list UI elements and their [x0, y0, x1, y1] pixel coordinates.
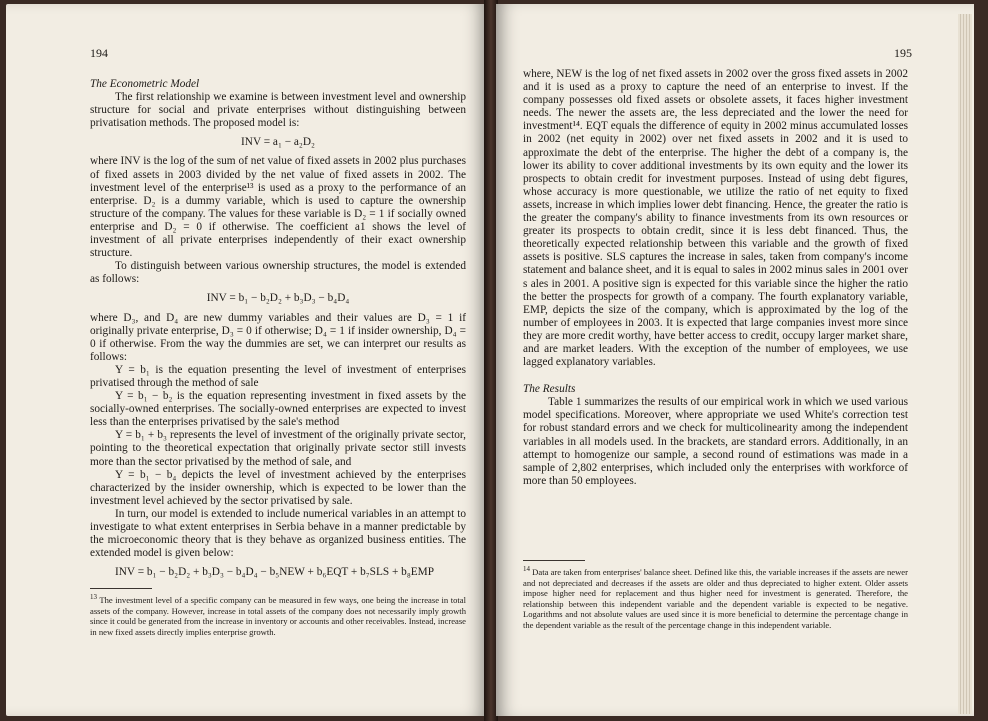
list-item: Y = b₁ + b₃ represents the level of investment of the originally private sector, pointing to the theoretical expectation that originally private sector still invests more than the sector privatised by the method of sale, and — [90, 429, 466, 468]
list-item: Y = b₁ − b₄ depicts the level of investment achieved by the enterprises characterized by the insider ownership, which is expected to be lower than the investment level achieved by the sector privatised by sale. — [90, 468, 466, 507]
left-page — [6, 4, 486, 716]
section-title-econometric-model: The Econometric Model — [90, 78, 200, 90]
equation: INV = b₁ − b₂D₂ + b₃D₃ − b₄D₄ − b₅NEW + b₆EQT + b₇SLS + b₈EMP — [115, 566, 434, 579]
footnote-rule — [90, 588, 152, 589]
paragraph: In turn, our model is extended to include numerical variables in an attempt to investigate to what extent enterprises in Serbia behave in a manner predictable by the microeconomic theory that is they behave as organized business entities. The extended model is given below: — [90, 507, 466, 560]
list-item: Y = b₁ is the equation presenting the level of investment of enterprises privatised through the method of sale — [90, 363, 466, 389]
right-page — [496, 4, 974, 716]
equation: INV = a₁ − a₂D₂ — [241, 136, 315, 149]
footnote-mark: 13 — [90, 593, 97, 602]
footnote — [523, 567, 908, 631]
page-number-right: 195 — [894, 46, 912, 60]
left-footnotes — [90, 588, 466, 637]
paragraph: To distinguish between various ownership structures, the model is extended as follows: — [90, 260, 466, 286]
right-body — [523, 68, 908, 488]
paragraph: The first relationship we examine is between investment level and ownership structure for social and private enterprises without distinguishing between privatisation methods. The proposed model is: — [90, 91, 466, 130]
list-item: Y = b₁ − b₂ is the equation representing investment in fixed assets by the socially-owned enterprises. The socially-owned enterprises are expected to invest less than the enterprises privatised by the sale's method — [90, 390, 466, 429]
footnote-mark: 14 — [523, 565, 530, 574]
footnote-text: Data are taken from enterprises' balance sheet. Defined like this, the variable increases if the assets are newer and not depreciated and decreases if the assets are older and thus depreciated to higher extent. Older assets impose higher need for replacement and thus higher need for investment is generated. Therefore, the relationship between this independent variable and the dependent variable is expected to be negative. Logarithms and not absolute values are used since it is more beneficial to determine the percentage change in the dependent variable as the result of the percentage change in this independent variable. — [523, 567, 908, 630]
section-title-results: The Results — [523, 383, 576, 396]
paragraph: where D₃, and D₄ are new dummy variables and their values are D₃ = 1 if originally private enterprise, D₃ = 0 if otherwise; D₄ = 1 if insider ownership, D₄ = 0 if otherwise. From the way the dummies are set, we can interpret our results as follows: — [90, 311, 466, 363]
footnote-text: The investment level of a specific company can be measured in few ways, one being the increase in total assets of the company. However, increase in total assets of the company does not necessarily imply growth since it could be generated from the increase in inventory or accounts and other receivables. Instead, increase in new fixed assets directly implies enterprise growth. — [90, 595, 466, 637]
footnote-rule — [523, 560, 585, 561]
paragraph: Table 1 summarizes the results of our empirical work in which we used various model specifications. Moreover, where appropriate we used White's correction test for robust standard errors and we check for multicolinearity among the independent variables in all models used. In the brackets, are standard errors. Additionally, in an attempt to homogenize our sample, a second round of estimations was made in a sample of 2,802 enterprises, which included only the enterprises with workforce of more than 50 employees. — [523, 396, 908, 487]
equation: INV = b₁ − b₂D₂ + b₃D₃ − b₄D₄ — [206, 292, 350, 305]
paragraph: where INV is the log of the sum of net value of fixed assets in 2002 plus purchases of fixed assets in 2003 divided by the net value of fixed assets in 2002. The investment level of the enterprise¹³ is used as a proxy to the performance of an enterprise. D₂ is a dummy variable, which is used to capture the ownership structure of the company. The values for these variable is D₂ = 1 if socially owned enterprise and D₂ = 0 if otherwise. The coefficient a1 shows the level of investment of all private enterprises independently of their exact ownership structure. — [90, 155, 466, 260]
footnote — [90, 595, 466, 637]
paragraph: where, NEW is the log of net fixed assets in 2002 over the gross fixed assets in 2002 and it is used as a proxy to capture the need of an enterprise to invest. If the company possesses old fixed assets or obsolete assets, it faces higher investment needs. The newer the assets are, the less depreciated and the lower the need for investment¹⁴. EQT equals the difference of equity in 2002 minus accumulated losses in 2002 (net equity in 2002) over net fixed assets in 2002 and it is used to approximate the debt of the enterprise. The higher the debt of a company is, the lower its ability to cover additional investments by its own equity and the lower its prospects to obtain credit for investment purposes. Instead of using debt figures, whose accuracy is more questionable, we utilize the ratio of net equity to fixed assets, increase in which implies lower debt financing. Hence, the greater the ratio is the greater the company's ability to finance investments from its own resources or greater its prospects to obtain credit, since it is less debt financed. Thus, the theoretically expected relationship between this variable and the growth of fixed assets is positive. SLS captures the increase in sales, taken from company's income statement and balance sheet, and it is equal to sales in 2002 minus sales in 2001 over s ales in 2001. A positive sign is expected for this variable since the higher the ratio the better the prospects for growth of a company. The fourth explanatory variable, EMP, depicts the size of the company, which is approximated by the log of the number of employees in 2003. It is expected that large companies invest more since they are more credit worthy, have better access to credit, occupy larger market share, and are market leaders. With the exception of the number of employees, we use lagged explanatory variables. — [523, 68, 908, 369]
right-footnotes — [523, 560, 908, 631]
left-body — [90, 78, 466, 585]
page-number-left: 194 — [90, 46, 108, 60]
page-edges — [958, 14, 972, 714]
